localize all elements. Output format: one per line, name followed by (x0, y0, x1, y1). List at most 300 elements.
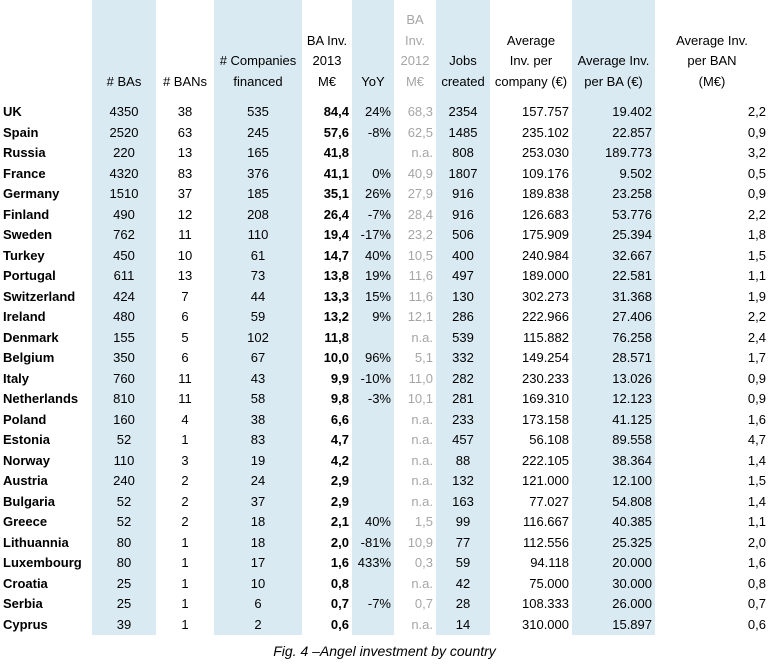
cell-avg-ba: 19.402 (572, 102, 655, 123)
cell-bans: 5 (181, 329, 189, 345)
cell-yoy (352, 328, 394, 349)
cell-avg-company: 240.984 (522, 247, 569, 263)
cell-companies: 245 (214, 123, 302, 144)
cell-inv2013: 13,8 (323, 268, 349, 283)
cell-avg-ba: 89.558 (572, 430, 655, 451)
header-row (0, 0, 769, 96)
cell-companies: 208 (214, 205, 302, 226)
cell-inv2012: 12,1 (407, 309, 433, 324)
cell-yoy (352, 574, 394, 595)
cell-bas: 220 (92, 143, 156, 164)
cell-bans: 11 (178, 370, 192, 386)
cell-inv2013: 0,7 (330, 596, 349, 611)
cell-inv2012: n.a. (411, 575, 433, 591)
cell-avg-company: 222.105 (522, 452, 569, 468)
cell-avg-ban: 1,5 (747, 473, 766, 488)
cell-inv2013: 9,8 (330, 391, 349, 406)
cell-avg-ba: 41.125 (572, 410, 655, 431)
cell-bas: 810 (92, 389, 156, 410)
table-row (0, 594, 769, 615)
table-row (0, 492, 769, 513)
table-row (0, 287, 769, 308)
header-avg-ban-line3: (M€) (698, 73, 726, 89)
cell-bans: 83 (177, 165, 193, 181)
cell-avg-company: 175.909 (522, 227, 569, 242)
cell-avg-ban: 1,6 (747, 411, 766, 427)
header-avg-company-line2: Inv. per (509, 53, 553, 68)
cell-bas: 155 (92, 328, 156, 349)
header-inv2013 (302, 0, 352, 96)
cell-country: Finland (3, 206, 50, 222)
cell-bans: 2 (181, 473, 189, 488)
header-country (0, 0, 92, 96)
header-avg-company-line3: company (€) (494, 73, 568, 89)
cell-yoy (352, 430, 394, 451)
cell-companies: 102 (214, 328, 302, 349)
cell-country: Greece (3, 514, 48, 529)
cell-inv2013: 4,7 (330, 432, 349, 447)
cell-inv2012: 28,4 (407, 206, 433, 222)
table-row (0, 184, 769, 205)
cell-yoy: -3% (352, 389, 394, 410)
cell-avg-ba: 27.406 (572, 307, 655, 328)
cell-jobs: 497 (436, 266, 490, 287)
cell-bans: 12 (177, 206, 193, 222)
cell-avg-ban: 0,9 (747, 124, 766, 140)
cell-country: Luxembourg (3, 555, 82, 570)
cell-inv2013: 10,0 (323, 350, 349, 365)
cell-avg-company: 189.000 (522, 268, 569, 283)
cell-country: Turkey (3, 247, 45, 263)
cell-yoy: 9% (352, 307, 394, 328)
cell-bas: 240 (92, 471, 156, 492)
table-row (0, 205, 769, 226)
cell-avg-ba: 25.394 (572, 225, 655, 246)
cell-companies: 110 (214, 225, 302, 246)
header-avg-ba-line2: per BA (€) (584, 73, 643, 89)
header-avg-ban-line1: Average Inv. (676, 32, 748, 48)
cell-bas: 350 (92, 348, 156, 369)
cell-yoy: 0% (352, 164, 394, 185)
cell-avg-ban: 2,2 (747, 206, 766, 222)
header-yoy-text: YoY (361, 73, 385, 89)
cell-avg-ba: 32.667 (572, 246, 655, 267)
cell-bas: 4320 (92, 164, 156, 185)
cell-avg-company: 189.838 (522, 186, 569, 201)
cell-avg-company: 112.556 (522, 534, 569, 550)
cell-avg-ban: 1,4 (747, 452, 766, 468)
cell-country: Austria (3, 473, 48, 488)
cell-companies: 43 (214, 369, 302, 390)
table-row (0, 246, 769, 267)
cell-inv2012: 11,6 (408, 268, 433, 283)
cell-bas: 80 (92, 553, 156, 574)
header-inv2013-line3: M€ (317, 73, 337, 89)
cell-companies: 165 (214, 143, 302, 164)
cell-inv2012: 10,9 (407, 534, 433, 550)
cell-avg-ban: 2,4 (747, 329, 766, 345)
cell-country: Denmark (3, 329, 59, 345)
cell-bas: 110 (92, 451, 156, 472)
cell-yoy: -7% (352, 594, 394, 615)
cell-inv2012: 11,6 (408, 288, 433, 304)
cell-jobs: 457 (436, 430, 490, 451)
header-jobs-line1: Jobs (449, 53, 477, 68)
cell-avg-company: 94.118 (530, 555, 569, 570)
cell-country: Sweden (3, 227, 53, 242)
cell-companies: 58 (214, 389, 302, 410)
table-row (0, 266, 769, 287)
table-row (0, 328, 769, 349)
cell-bans: 3 (181, 452, 189, 468)
table-row (0, 307, 769, 328)
cell-bas: 52 (92, 430, 156, 451)
cell-avg-company: 173.158 (522, 411, 569, 427)
cell-avg-company: 149.254 (522, 350, 569, 365)
cell-country: Serbia (3, 596, 43, 611)
table-row (0, 430, 769, 451)
cell-companies: 19 (214, 451, 302, 472)
cell-avg-company: 77.027 (529, 493, 569, 509)
cell-jobs: 130 (436, 287, 490, 308)
cell-avg-ba: 31.368 (572, 287, 655, 308)
cell-yoy: 26% (352, 184, 394, 205)
table-row (0, 369, 769, 390)
cell-jobs: 916 (436, 184, 490, 205)
cell-avg-company: 56.108 (529, 432, 569, 447)
cell-inv2012: n.a. (411, 329, 433, 345)
cell-jobs: 332 (436, 348, 490, 369)
cell-avg-ba: 23.258 (572, 184, 655, 205)
cell-avg-ba: 40.385 (572, 512, 655, 533)
cell-avg-company: 115.882 (522, 329, 569, 345)
cell-jobs: 233 (436, 410, 490, 431)
cell-jobs: 42 (436, 574, 490, 595)
cell-avg-ban: 2,2 (747, 309, 766, 324)
cell-bas: 450 (92, 246, 156, 267)
cell-inv2012: 40,9 (407, 165, 433, 181)
header-companies-line1: # Companies (219, 53, 297, 68)
cell-inv2013: 41,8 (323, 145, 349, 160)
figure-caption: Fig. 4 –Angel investment by country (273, 643, 496, 659)
cell-bans: 2 (181, 514, 189, 529)
cell-bans: 6 (181, 309, 189, 324)
header-inv2012-line3: M€ (405, 73, 425, 89)
cell-country: Germany (3, 186, 60, 201)
cell-jobs: 916 (436, 205, 490, 226)
cell-companies: 38 (214, 410, 302, 431)
cell-avg-ban: 0,9 (747, 186, 766, 201)
cell-inv2013: 4,2 (330, 452, 349, 468)
cell-avg-ban: 1,1 (747, 514, 766, 529)
cell-inv2012: 11,0 (408, 370, 433, 386)
cell-yoy (352, 451, 394, 472)
cell-yoy: 24% (352, 102, 394, 123)
cell-avg-ban: 0,6 (747, 616, 766, 632)
cell-avg-ba: 25.325 (572, 533, 655, 554)
header-yoy (352, 0, 394, 96)
cell-jobs: 1807 (436, 164, 490, 185)
cell-companies: 18 (214, 512, 302, 533)
cell-bas: 762 (92, 225, 156, 246)
cell-avg-ban: 1,5 (747, 247, 766, 263)
cell-inv2012: 68,3 (407, 104, 433, 119)
cell-bans: 10 (177, 247, 193, 263)
cell-yoy: 433% (352, 553, 394, 574)
cell-avg-ba: 28.571 (572, 348, 655, 369)
cell-avg-company: 157.757 (522, 104, 569, 119)
cell-jobs: 132 (436, 471, 490, 492)
cell-inv2012: 27,9 (407, 186, 433, 201)
header-bas (92, 0, 156, 96)
cell-companies: 61 (214, 246, 302, 267)
cell-jobs: 163 (436, 492, 490, 513)
cell-avg-ban: 1,8 (747, 227, 766, 242)
cell-inv2013: 2,9 (330, 473, 349, 488)
cell-yoy: -7% (352, 205, 394, 226)
cell-companies: 185 (214, 184, 302, 205)
cell-bans: 1 (181, 432, 189, 447)
cell-country: UK (3, 104, 22, 119)
header-companies (214, 0, 302, 96)
table-row (0, 348, 769, 369)
cell-bas: 4350 (92, 102, 156, 123)
cell-country: Portugal (3, 268, 56, 283)
cell-inv2013: 13,2 (323, 309, 349, 324)
header-inv2013-line2: 2013 (312, 53, 342, 68)
table-header (0, 0, 769, 96)
cell-jobs: 539 (436, 328, 490, 349)
cell-inv2013: 11,8 (324, 329, 349, 345)
cell-country: Spain (3, 124, 39, 140)
cell-yoy (352, 615, 394, 636)
cell-avg-company: 126.683 (522, 206, 569, 222)
cell-bans: 11 (178, 391, 192, 406)
cell-companies: 44 (214, 287, 302, 308)
table-body (0, 96, 769, 635)
cell-country: Italy (3, 370, 30, 386)
cell-inv2012: 62,5 (407, 124, 433, 140)
cell-yoy: -17% (352, 225, 394, 246)
cell-avg-ban: 2,0 (747, 534, 766, 550)
cell-jobs: 88 (436, 451, 490, 472)
header-avg-company-line1: Average (506, 32, 556, 48)
cell-avg-ban: 2,2 (747, 104, 766, 119)
header-bas-text: # BAs (106, 73, 142, 89)
cell-avg-ba: 30.000 (572, 574, 655, 595)
cell-bas: 1510 (92, 184, 156, 205)
cell-avg-ba: 53.776 (572, 205, 655, 226)
cell-bas: 424 (92, 287, 156, 308)
header-bans-text: # BANs (162, 73, 208, 89)
cell-avg-ban: 4,7 (747, 432, 766, 447)
cell-inv2013: 1,6 (330, 555, 349, 570)
header-avg-ba-line1: Average Inv. (577, 53, 650, 68)
cell-yoy: -8% (352, 123, 394, 144)
cell-avg-ba: 26.000 (572, 594, 655, 615)
table-row (0, 615, 769, 636)
cell-bans: 13 (177, 268, 193, 283)
cell-avg-ban: 0,9 (747, 391, 766, 406)
cell-inv2013: 14,7 (323, 247, 349, 263)
cell-avg-ban: 0,8 (747, 575, 766, 591)
cell-avg-company: 108.333 (522, 596, 569, 611)
cell-bans: 1 (181, 534, 189, 550)
cell-yoy (352, 471, 394, 492)
cell-companies: 67 (214, 348, 302, 369)
cell-yoy: 96% (352, 348, 394, 369)
cell-bas: 39 (92, 615, 156, 636)
cell-companies: 10 (214, 574, 302, 595)
cell-companies: 535 (214, 102, 302, 123)
cell-country: Switzerland (3, 288, 76, 304)
cell-inv2013: 41,1 (323, 165, 349, 181)
cell-inv2012: n.a. (411, 411, 433, 427)
cell-inv2013: 57,6 (323, 124, 349, 140)
cell-avg-company: 121.000 (522, 473, 569, 488)
cell-bans: 1 (181, 616, 189, 632)
cell-bas: 52 (92, 492, 156, 513)
cell-avg-ban: 0,5 (747, 165, 766, 181)
cell-jobs: 1485 (436, 123, 490, 144)
header-jobs (436, 0, 490, 96)
cell-country: Cyprus (3, 616, 48, 632)
cell-jobs: 808 (436, 143, 490, 164)
header-inv2012 (394, 0, 436, 96)
cell-avg-company: 169.310 (522, 391, 569, 406)
cell-inv2013: 2,1 (330, 514, 349, 529)
cell-jobs: 400 (436, 246, 490, 267)
table-row (0, 533, 769, 554)
cell-inv2013: 6,6 (330, 411, 349, 427)
cell-avg-ban: 1,1 (747, 268, 766, 283)
cell-inv2012: 5,1 (414, 350, 433, 365)
cell-avg-ba: 22.581 (572, 266, 655, 287)
cell-bans: 13 (177, 145, 193, 160)
cell-yoy: 40% (352, 246, 394, 267)
cell-avg-ba: 12.123 (572, 389, 655, 410)
cell-inv2012: 10,5 (407, 247, 433, 263)
cell-avg-ban: 1,7 (747, 350, 766, 365)
cell-jobs: 14 (436, 615, 490, 636)
header-avg-ban (655, 0, 769, 96)
header-inv2013-line1: BA Inv. (306, 32, 348, 48)
cell-avg-company: 75.000 (529, 575, 569, 591)
cell-bas: 80 (92, 533, 156, 554)
table-row (0, 553, 769, 574)
cell-companies: 83 (214, 430, 302, 451)
cell-jobs: 77 (436, 533, 490, 554)
cell-country: Belgium (3, 350, 55, 365)
cell-inv2012: 1,5 (414, 514, 433, 529)
cell-country: Lithuannia (3, 534, 69, 550)
cell-avg-ban: 3,2 (747, 145, 766, 160)
table-row (0, 102, 769, 123)
cell-bas: 25 (92, 594, 156, 615)
cell-country: Croatia (3, 575, 48, 591)
cell-inv2012: n.a. (411, 432, 433, 447)
header-avg-ban-line2: per BAN (687, 53, 737, 68)
cell-jobs: 282 (436, 369, 490, 390)
cell-bans: 1 (181, 575, 189, 591)
cell-jobs: 281 (436, 389, 490, 410)
cell-avg-ba: 76.258 (572, 328, 655, 349)
header-companies-line2: financed (233, 73, 283, 89)
cell-inv2013: 0,8 (330, 575, 349, 591)
cell-country: Estonia (3, 432, 50, 447)
cell-yoy: 40% (352, 512, 394, 533)
cell-avg-ban: 0,9 (747, 370, 766, 386)
cell-inv2013: 84,4 (323, 104, 349, 119)
cell-avg-company: 109.176 (522, 165, 569, 181)
cell-companies: 73 (214, 266, 302, 287)
header-inv2012-line2: 2012 (400, 53, 430, 68)
table-row (0, 471, 769, 492)
cell-inv2013: 19,4 (323, 227, 349, 242)
cell-avg-ba: 13.026 (572, 369, 655, 390)
table-row (0, 389, 769, 410)
cell-bans: 37 (177, 186, 193, 201)
cell-jobs: 506 (436, 225, 490, 246)
cell-avg-ba: 189.773 (572, 143, 655, 164)
cell-avg-ba: 9.502 (572, 164, 655, 185)
table-row (0, 410, 769, 431)
cell-bans: 2 (181, 493, 189, 509)
cell-inv2012: 10,1 (407, 391, 433, 406)
cell-jobs: 286 (436, 307, 490, 328)
cell-companies: 2 (214, 615, 302, 636)
cell-bas: 760 (92, 369, 156, 390)
cell-companies: 6 (214, 594, 302, 615)
header-jobs-line2: created (441, 73, 485, 89)
cell-bans: 1 (181, 555, 189, 570)
table-row (0, 143, 769, 164)
cell-companies: 24 (214, 471, 302, 492)
cell-avg-company: 253.030 (522, 145, 569, 160)
cell-yoy (352, 143, 394, 164)
cell-bas: 25 (92, 574, 156, 595)
table-row (0, 123, 769, 144)
header-inv2012-line1: BA Inv. (405, 12, 425, 48)
cell-yoy (352, 410, 394, 431)
cell-inv2013: 35,1 (323, 186, 349, 201)
cell-yoy (352, 492, 394, 513)
cell-bans: 11 (178, 227, 192, 242)
cell-bas: 2520 (92, 123, 156, 144)
cell-yoy: 15% (352, 287, 394, 308)
cell-avg-ban: 1,9 (747, 288, 766, 304)
table-row (0, 574, 769, 595)
cell-inv2012: n.a. (411, 452, 433, 468)
cell-bans: 6 (181, 350, 189, 365)
cell-avg-ba: 38.364 (572, 451, 655, 472)
cell-country: Poland (3, 411, 47, 427)
cell-inv2012: n.a. (411, 473, 433, 488)
cell-avg-ban: 0,7 (747, 596, 766, 611)
cell-inv2013: 0,6 (330, 616, 349, 632)
cell-avg-company: 310.000 (522, 616, 569, 632)
cell-inv2013: 2,9 (330, 493, 349, 509)
cell-country: Norway (3, 452, 50, 468)
cell-bans: 1 (181, 596, 189, 611)
cell-avg-ban: 1,4 (747, 493, 766, 509)
cell-bans: 4 (181, 411, 189, 427)
cell-avg-ba: 15.897 (572, 615, 655, 636)
cell-inv2013: 26,4 (323, 206, 349, 222)
cell-yoy: -81% (352, 533, 394, 554)
header-avg-ba (572, 0, 655, 96)
cell-companies: 59 (214, 307, 302, 328)
